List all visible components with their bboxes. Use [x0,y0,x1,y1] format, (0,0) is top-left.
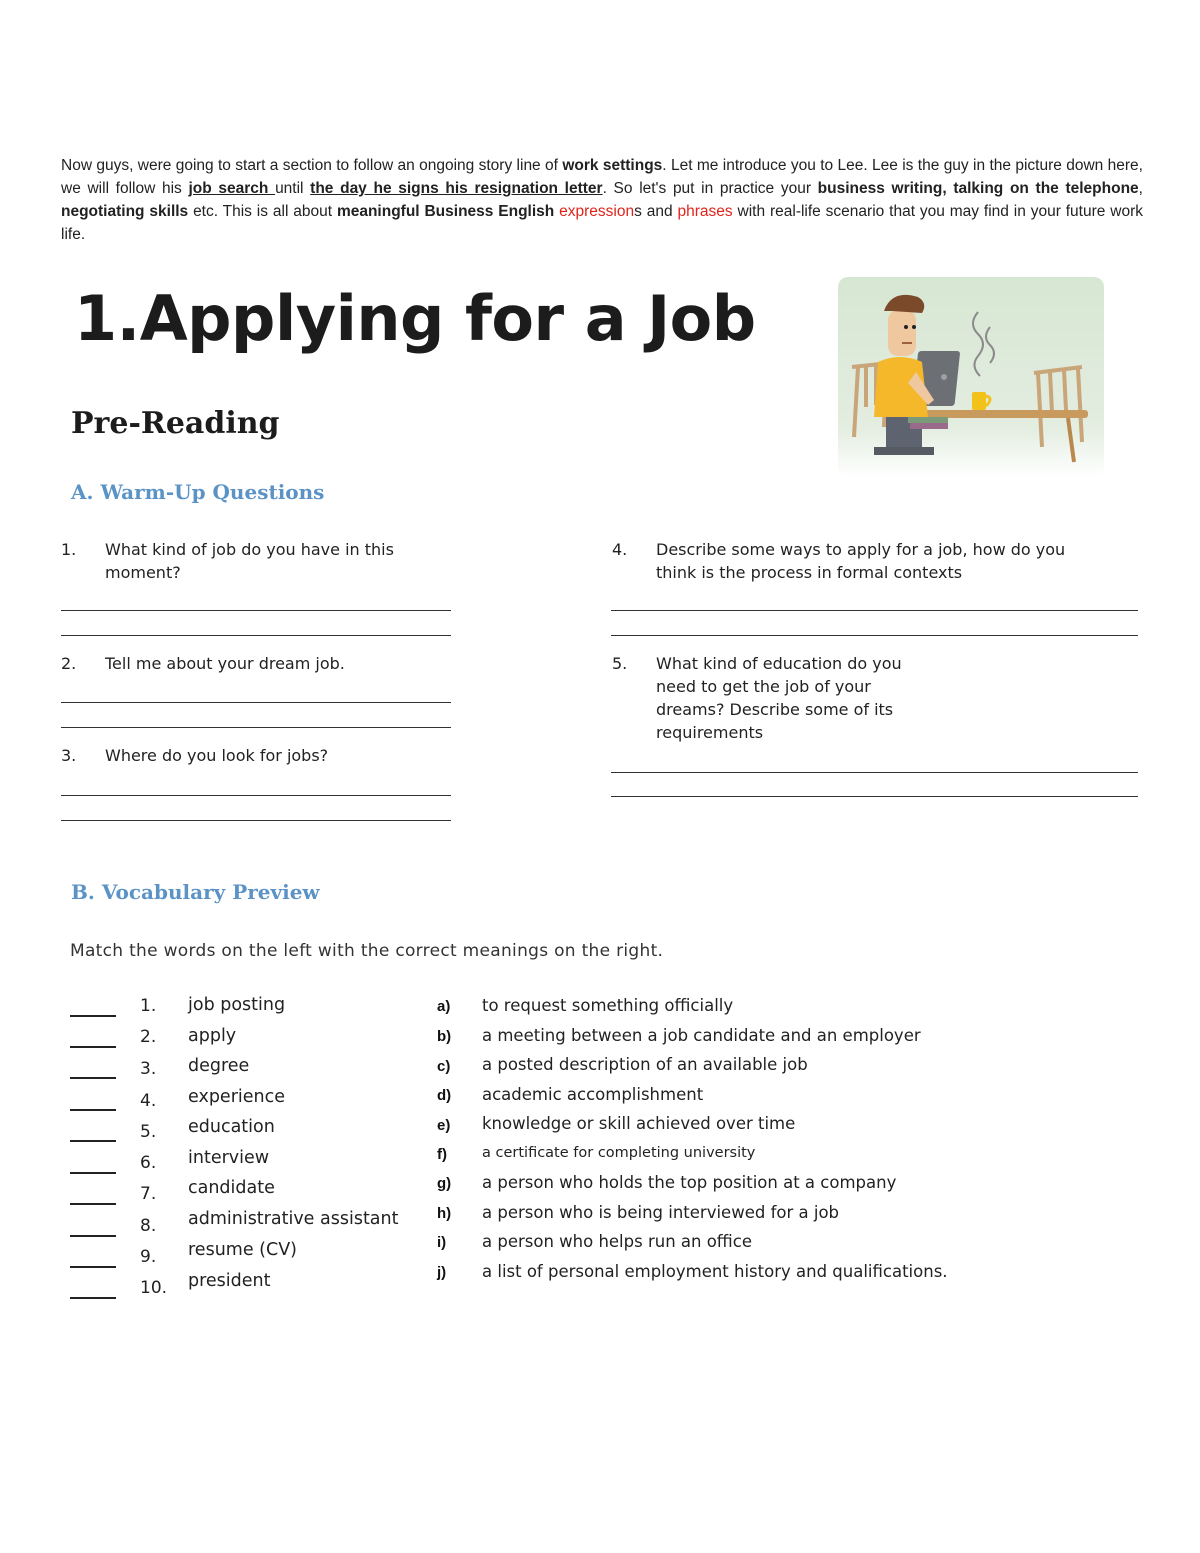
vocab-number: 10. [140,1278,168,1298]
definition-letter: b) [437,1028,452,1045]
answer-line[interactable] [611,772,1138,773]
question-text: requirements [656,723,764,742]
answer-blank[interactable] [70,1203,116,1205]
definition-letter: f) [437,1146,447,1163]
definition-letter: g) [437,1175,452,1192]
question-text: moment? [105,563,181,582]
definition-letter: i) [437,1234,447,1251]
question-3 [61,744,481,769]
definition-letter: h) [437,1205,452,1222]
question-number: 1. [61,540,77,559]
question-number: 3. [61,746,77,765]
answer-blank[interactable] [70,1266,116,1268]
answer-blank[interactable] [70,1109,116,1111]
intro-text: etc. This is all about [188,203,337,220]
intro-text: Now guys, were going to start a section to follow an ongoing story line of [61,157,563,174]
question-text: What kind of job do you have in this [105,540,394,559]
definition-text: a person who is being interviewed for a job [482,1203,840,1222]
question-text: need to get the job of your [656,677,871,696]
vocab-word: job posting [188,995,286,1015]
definition-text: a meeting between a job candidate and an employer [482,1026,921,1045]
intro-bold: meaningful Business English [336,203,555,220]
definition-text: a posted description of an available job [482,1055,808,1074]
vocab-number: 4. [140,1091,157,1111]
question-text: Tell me about your dream job. [105,654,345,673]
answer-blank[interactable] [70,1077,116,1079]
definition-text: a person who helps run an office [482,1232,752,1251]
answer-blank[interactable] [70,1015,116,1017]
vocab-number: 6. [140,1153,157,1173]
intro-text: until [275,180,311,197]
intro-text: with real-life scenario that you may find in your future work life. [61,203,1143,243]
definition-letter: d) [437,1087,452,1104]
vocab-word: apply [188,1026,237,1046]
answer-line[interactable] [61,795,451,796]
question-text: Describe some ways to apply for a job, how do you [656,540,1066,559]
definition-text: a person who holds the top position at a company [482,1173,897,1192]
vocab-number: 9. [140,1247,157,1267]
vocab-number: 5. [140,1122,157,1142]
answer-line[interactable] [61,702,451,703]
question-2 [61,652,481,677]
vocab-word: experience [188,1087,285,1107]
vocab-word: resume (CV) [188,1240,298,1260]
vocab-number: 8. [140,1216,157,1236]
intro-text: , [1138,180,1143,197]
question-text: Where do you look for jobs? [105,746,329,765]
answer-blank[interactable] [70,1297,116,1299]
answer-blank[interactable] [70,1235,116,1237]
vocabulary-heading: B. Vocabulary Preview [71,880,320,904]
answer-line[interactable] [61,727,451,728]
page-title: 1.Applying for a Job [74,282,756,355]
answer-line[interactable] [61,820,451,821]
intro-text: . Let me introduce you to Lee. Lee is the guy in the picture down here, we will follow his [61,157,1143,197]
vocab-number: 7. [140,1184,157,1204]
definition-letter: a) [437,998,451,1015]
answer-line[interactable] [611,796,1138,797]
vocab-word: education [188,1117,275,1137]
intro-red: expression [559,203,635,220]
definition-letter: e) [437,1117,451,1134]
intro-red: phrases [677,203,733,220]
intro-bold: business writing, talking on the telephone [817,180,1139,197]
instruction-text: Match the words on the left with the correct meanings on the right. [70,941,664,961]
question-text: think is the process in formal contexts [656,563,963,582]
vocab-number: 3. [140,1059,157,1079]
answer-line[interactable] [611,635,1138,636]
intro-underline: the day he signs his resignation letter [310,180,603,197]
intro-text: s and [634,203,678,220]
warm-up-heading: A. Warm-Up Questions [71,480,325,504]
definition-text: academic accomplishment [482,1085,704,1104]
question-number: 4. [612,540,628,559]
answer-line[interactable] [611,610,1138,611]
vocab-word: president [188,1271,271,1291]
vocab-number: 1. [140,996,157,1016]
question-text: What kind of education do you [656,654,902,673]
definition-text: to request something officially [482,996,734,1015]
question-5 [612,652,1142,747]
vocab-word: interview [188,1148,270,1168]
section-heading: Pre-Reading [71,406,280,441]
question-text: dreams? Describe some of its [656,700,894,719]
answer-blank[interactable] [70,1046,116,1048]
question-number: 2. [61,654,77,673]
definition-letter: j) [437,1264,447,1281]
intro-bold: work settings [562,157,663,174]
answer-line[interactable] [61,635,451,636]
definition-text: knowledge or skill achieved over time [482,1114,796,1133]
intro-bold: negotiating skills [61,203,189,220]
question-1 [61,538,481,588]
intro-underline: job search [188,180,276,197]
definition-letter: c) [437,1058,451,1075]
vocab-number: 2. [140,1027,157,1047]
definition-text: a list of personal employment history and qualifications. [482,1262,948,1281]
vocab-word: administrative assistant [188,1209,399,1229]
question-4 [612,538,1142,588]
answer-blank[interactable] [70,1172,116,1174]
definition-text: a certificate for completing university [482,1145,756,1161]
answer-line[interactable] [61,610,451,611]
vocab-word: candidate [188,1178,275,1198]
vocab-word: degree [188,1056,250,1076]
question-number: 5. [612,654,628,673]
intro-paragraph [61,154,1143,246]
intro-text: . So let's put in practice your [602,180,818,197]
answer-blank[interactable] [70,1140,116,1142]
man-at-laptop-illustration [838,277,1104,477]
